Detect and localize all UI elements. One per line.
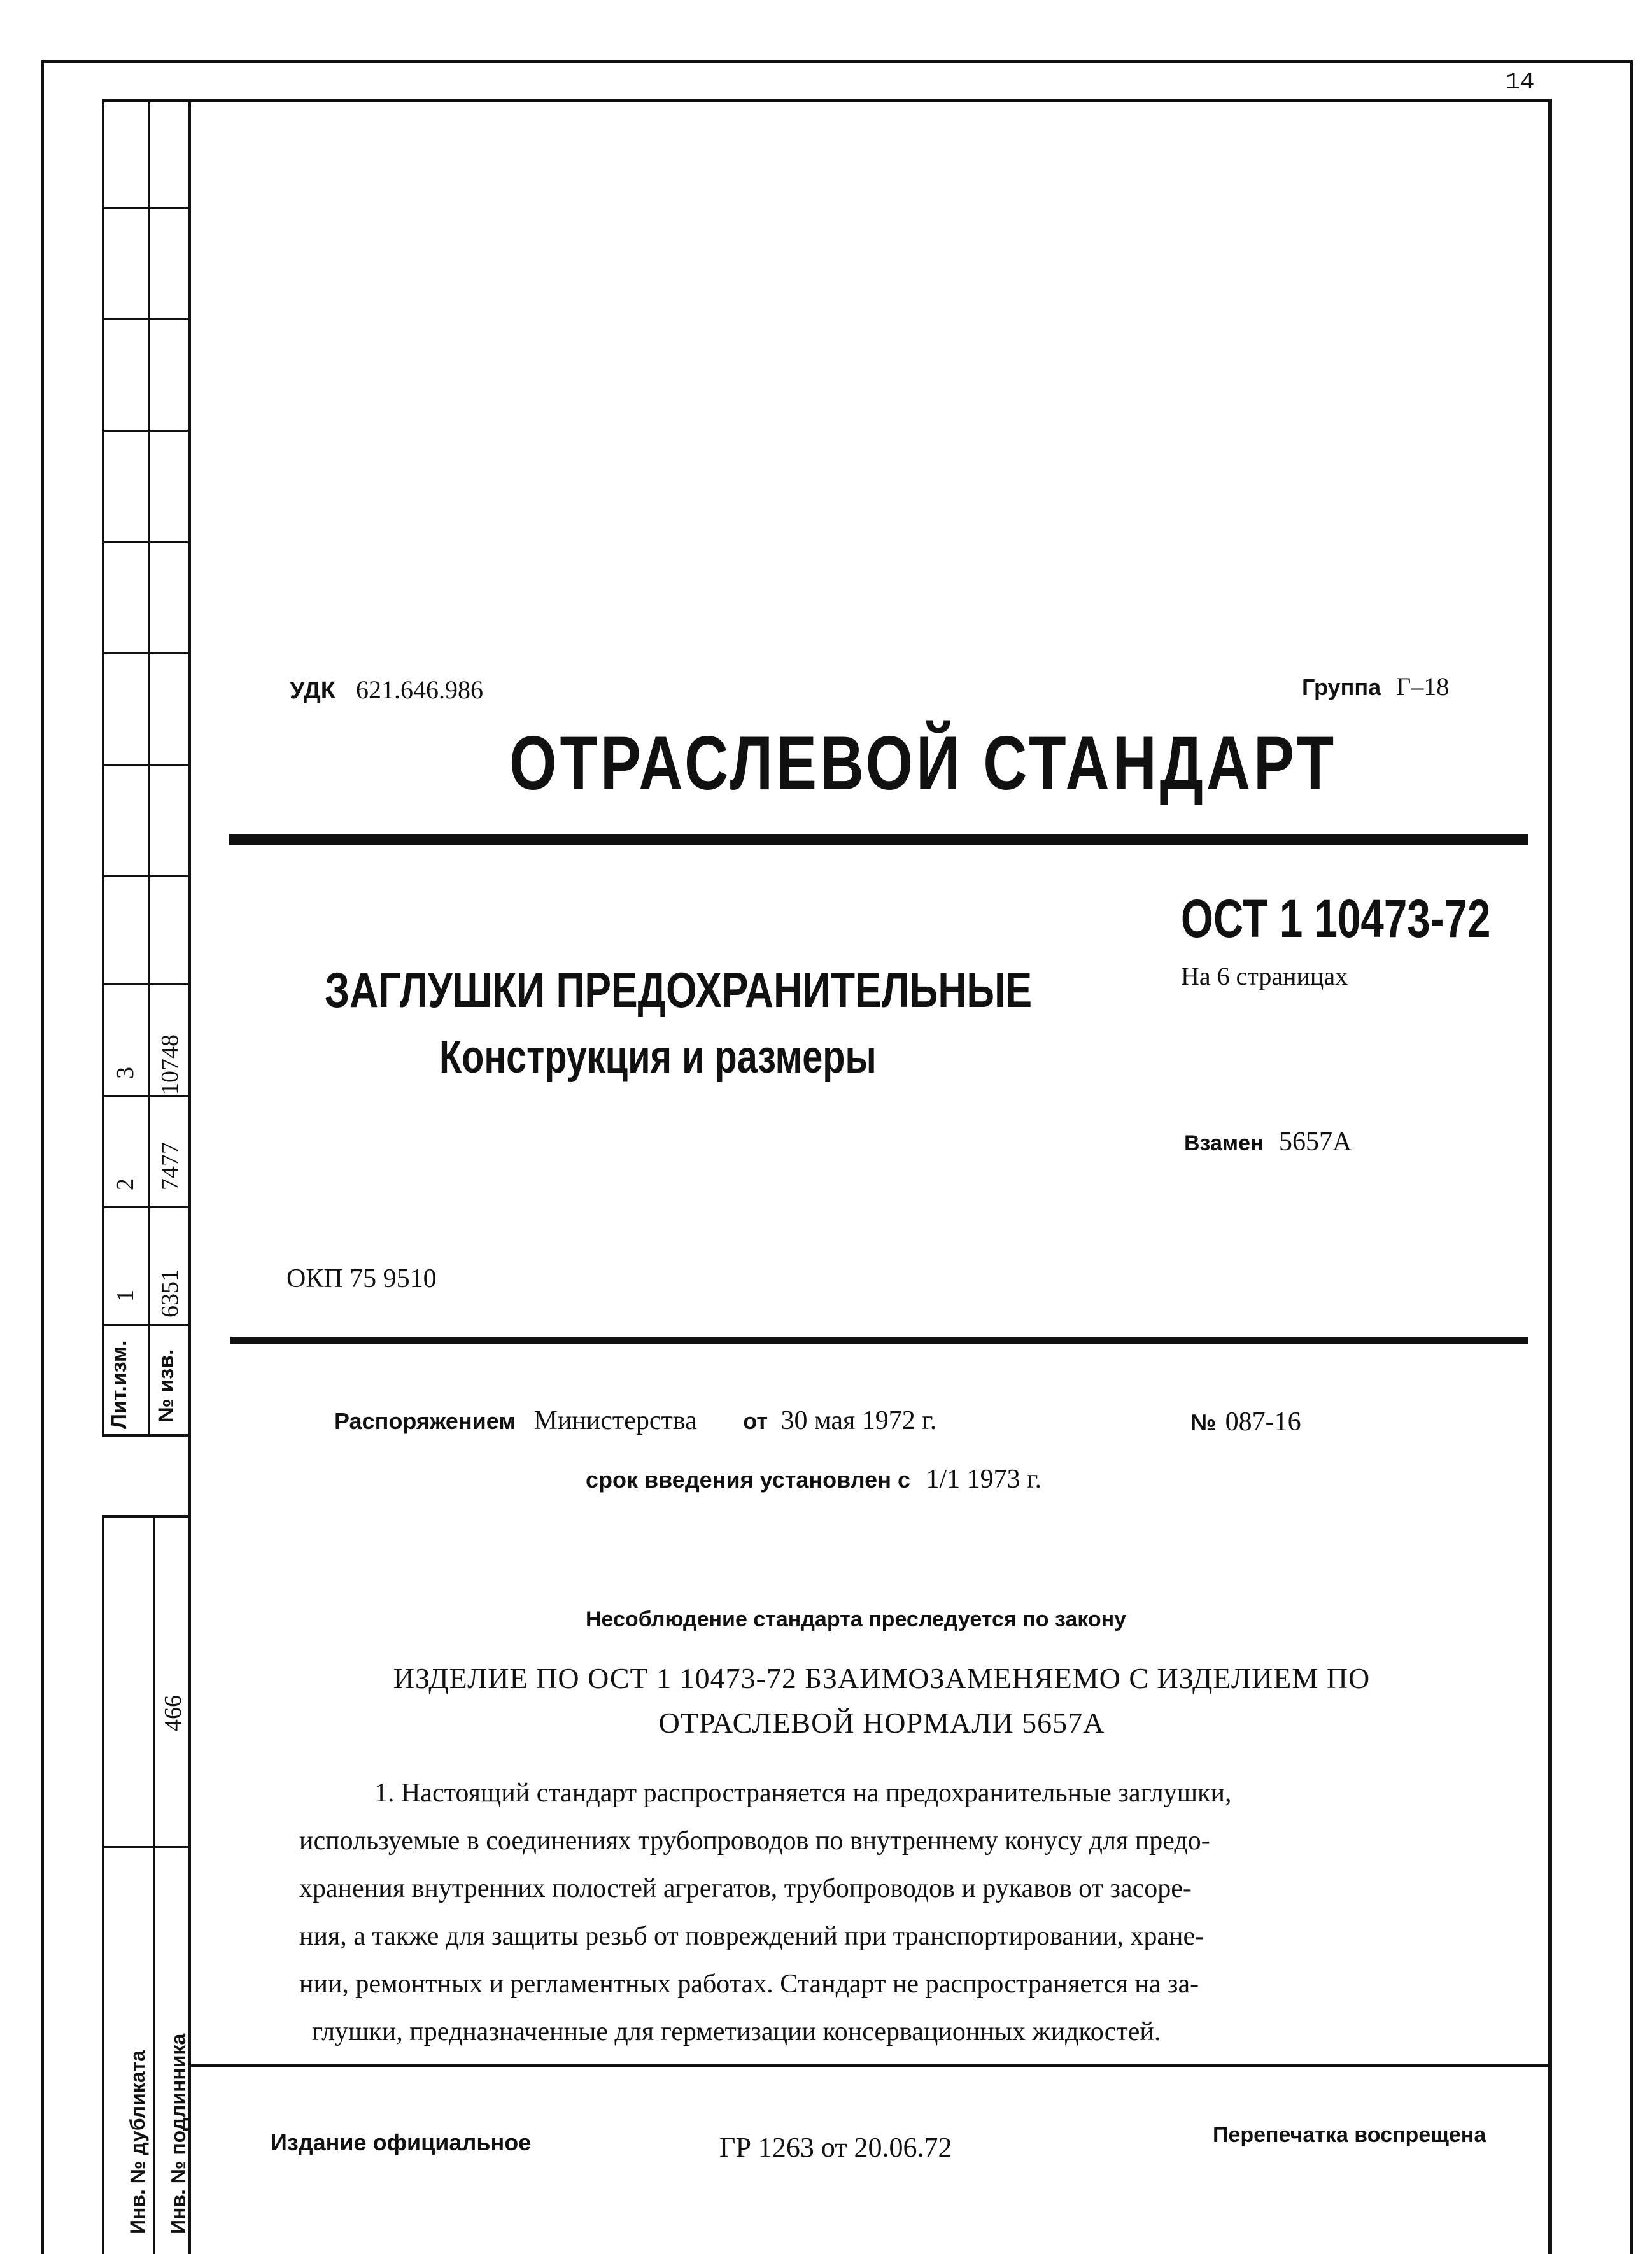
paragraph-1 xyxy=(299,1770,1231,2056)
order-label: Распоряжением xyxy=(334,1408,516,1434)
side-row-8 xyxy=(102,983,190,985)
footer-registration: ГР 1263 от 20.06.72 xyxy=(719,2132,952,2163)
law-note: Несоблюдение стандарта преследуется по закону xyxy=(586,1607,1127,1631)
pages-note: На 6 страницах xyxy=(1181,962,1348,990)
interchange-line-1: ИЗДЕЛИЕ ПО ОСТ 1 10473-72 БЗАИМОЗАМЕНЯЕМО С ИЗДЕЛИЕМ ПО xyxy=(393,1662,1371,1694)
outer-left-border xyxy=(41,60,44,2254)
footer-official: Издание официальное xyxy=(271,2129,532,2155)
order-ministry: Министерства xyxy=(533,1406,697,1435)
replaces-label: Взамен xyxy=(1184,1131,1264,1155)
side-table-col-line-b xyxy=(148,99,150,1435)
outer-top-border xyxy=(41,60,1633,63)
group-label: Группа xyxy=(1302,674,1381,700)
side-orig-label: Инв. № подлинника xyxy=(167,2033,190,2234)
effective-value: 1/1 1973 г. xyxy=(926,1465,1042,1494)
page-number: 14 xyxy=(1506,69,1535,96)
main-title: ОТРАСЛЕВОЙ СТАНДАРТ xyxy=(509,721,1337,806)
effective-label: срок введения установлен с xyxy=(586,1467,910,1493)
paragraph-line: ния, а также для защиты резьб от повреждений при транспортировании, хране- xyxy=(299,1922,1204,1951)
side-row-10 xyxy=(102,1206,190,1208)
side-row-6 xyxy=(102,764,190,766)
paragraph-line: хранения внутренних полостей агрегатов, трубопроводов и рукавов от засоре- xyxy=(299,1874,1192,1903)
order-line xyxy=(334,1405,936,1436)
group-value: Г–18 xyxy=(1396,672,1450,701)
side-table-col-line-c xyxy=(102,1515,104,2254)
side-orig-value: 466 xyxy=(160,1695,187,1731)
side-izv-3: 10748 xyxy=(157,1034,183,1095)
footer-separator xyxy=(190,2064,1551,2067)
side-izv-2: 7477 xyxy=(157,1142,183,1190)
side-lit-1: 1 xyxy=(112,1290,139,1302)
inner-right-border xyxy=(1548,99,1552,2254)
side-row-4 xyxy=(102,541,190,543)
side-dup-label: Инв. № дубликата xyxy=(126,2050,149,2234)
order-date-label: от xyxy=(743,1408,768,1434)
interchange-line-2: ОТРАСЛЕВОЙ НОРМАЛИ 5657А xyxy=(658,1707,1105,1739)
side-izv-label: № изв. xyxy=(154,1349,178,1423)
document-subtitle: Конструкция и размеры xyxy=(439,1032,877,1083)
top-thick-rule xyxy=(229,834,1528,845)
order-num-label: № xyxy=(1190,1409,1217,1435)
side-row-11 xyxy=(102,1324,190,1326)
side-table-col-line-d xyxy=(153,1515,155,2254)
group-line xyxy=(1302,672,1449,701)
document-title: ЗАГЛУШКИ ПРЕДОХРАНИТЕЛЬНЫЕ xyxy=(325,962,1033,1018)
side-row-13 xyxy=(102,1515,190,1518)
side-row-7 xyxy=(102,875,190,877)
effective-line xyxy=(586,1464,1041,1495)
udk-line xyxy=(290,675,483,705)
side-row-1 xyxy=(102,207,190,209)
side-lit-2: 2 xyxy=(112,1178,139,1190)
inner-top-border xyxy=(102,99,1552,102)
order-number-line xyxy=(1190,1407,1301,1437)
paragraph-line: используемые в соединениях трубопроводов по внутреннему конусу для предо- xyxy=(299,1826,1210,1856)
order-date: 30 мая 1972 г. xyxy=(780,1406,937,1435)
side-lit-3: 3 xyxy=(112,1067,139,1079)
side-row-14 xyxy=(102,1846,190,1848)
side-row-9 xyxy=(102,1095,190,1097)
okp-code: ОКП 75 9510 xyxy=(286,1264,437,1293)
paragraph-line: 1. Настоящий стандарт распространяется на предохранительные заглушки, xyxy=(374,1779,1232,1808)
side-row-5 xyxy=(102,652,190,654)
side-table-col-line-a xyxy=(102,99,104,1435)
udk-value: 621.646.986 xyxy=(355,675,483,704)
replaces-value: 5657А xyxy=(1279,1127,1352,1157)
paragraph-line: нии, ремонтных и регламентных работах. Стандарт не распространяется на за- xyxy=(299,1969,1199,1999)
side-row-3 xyxy=(102,430,190,432)
bottom-thick-rule xyxy=(230,1337,1528,1344)
replaces-line xyxy=(1184,1127,1352,1157)
ost-number: ОСТ 1 10473-72 xyxy=(1181,889,1491,948)
inner-left-border xyxy=(188,99,191,2254)
footer-reprint: Перепечатка воспрещена xyxy=(1213,2123,1486,2147)
paragraph-line: глушки, предназначенные для герметизации консервационных жидкостей. xyxy=(312,2017,1161,2046)
side-izv-1: 6351 xyxy=(157,1269,183,1318)
side-lit-label: Лит.изм. xyxy=(107,1340,131,1429)
side-row-2 xyxy=(102,318,190,320)
udk-label: УДК xyxy=(290,677,335,704)
order-number: 087-16 xyxy=(1225,1407,1301,1437)
outer-right-border xyxy=(1630,60,1633,2254)
side-row-12 xyxy=(102,1434,190,1437)
